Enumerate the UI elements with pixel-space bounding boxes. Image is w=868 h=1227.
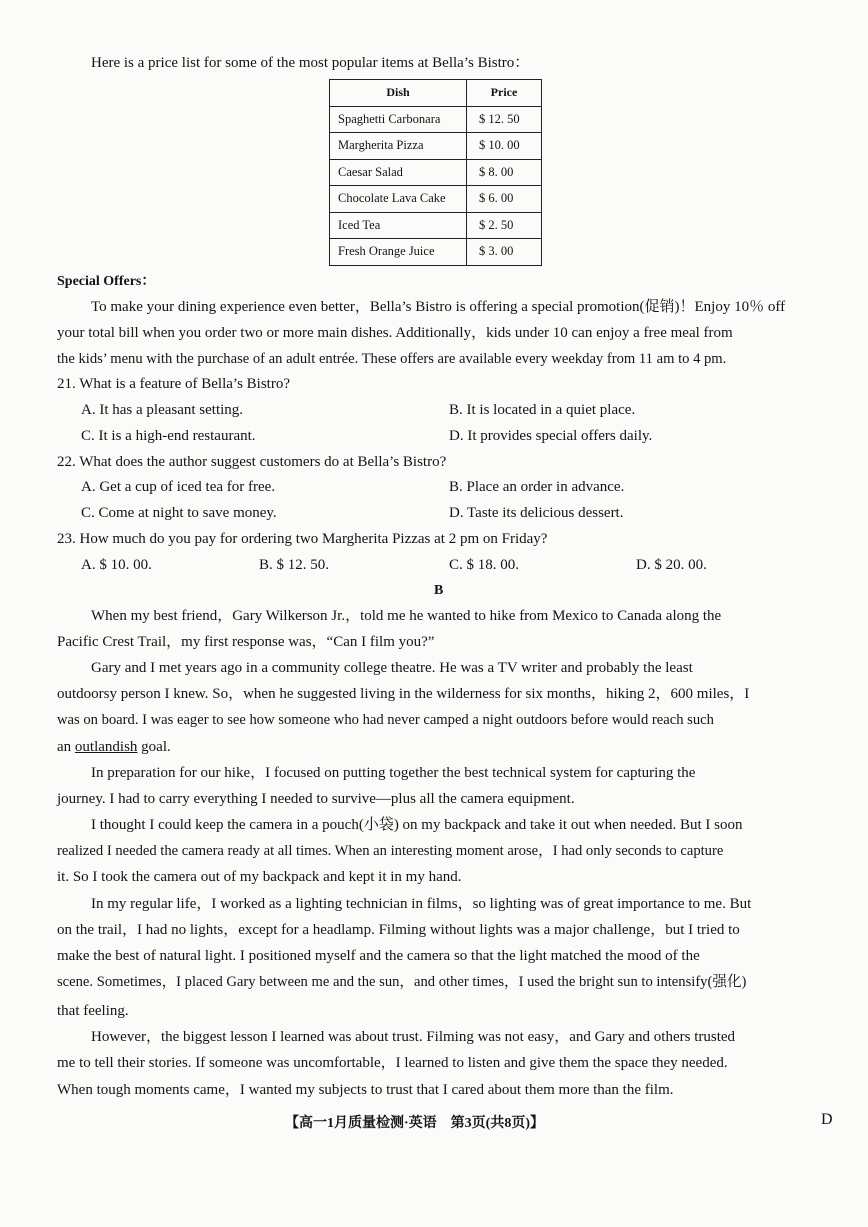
option-b: B. It is located in a quiet place.	[449, 402, 636, 418]
corner-mark: D	[821, 1111, 833, 1128]
header-price: Price	[467, 80, 542, 107]
passage-word: an	[57, 739, 72, 755]
passage-line: make the best of natural light. I positioned myself and the camera so that the light matched the mood of the	[57, 948, 700, 964]
special-offers-heading: Special Offers：	[57, 274, 156, 289]
option-c: C. $ 18. 00.	[449, 557, 520, 573]
passage-line: that feeling.	[57, 1003, 129, 1019]
page-footer: 【高一1月质量检测·英语 第3页(共8页)】	[285, 1116, 544, 1131]
passage-line: Gary and I met years ago in a community college theatre. He was a TV writer and probably the least	[91, 660, 693, 676]
section-b-heading: B	[434, 583, 444, 598]
price-cell: $ 10. 00	[467, 133, 542, 160]
passage-line: In my regular life，I worked as a lighting technician in films，so lighting was of great importance to me. But	[91, 896, 752, 912]
option-d: D. $ 20. 00.	[636, 557, 707, 573]
option-b: B. Place an order in advance.	[449, 479, 625, 495]
passage-line: scene. Sometimes，I placed Gary between me and the sun，and other times，I used the bright sun to intensify(强化)	[57, 974, 747, 990]
dish-cell: Margherita Pizza	[330, 133, 467, 160]
price-table	[329, 79, 542, 266]
passage-line: In preparation for our hike，I focused on putting together the best technical system for capturing the	[91, 765, 696, 781]
dish-cell: Iced Tea	[330, 212, 467, 239]
option-c: C. It is a high-end restaurant.	[81, 428, 256, 444]
price-cell: $ 12. 50	[467, 106, 542, 133]
table-row	[330, 212, 542, 239]
option-a: A. It has a pleasant setting.	[81, 402, 244, 418]
passage-line	[57, 737, 171, 757]
dish-cell: Chocolate Lava Cake	[330, 186, 467, 213]
price-cell: $ 6. 00	[467, 186, 542, 213]
passage-line: journey. I had to carry everything I needed to survive—plus all the camera equipment.	[57, 791, 575, 807]
special-offers-line: your total bill when you order two or more main dishes. Additionally，kids under 10 can enjoy a free meal from	[57, 325, 733, 341]
passage-line: Pacific Crest Trail，my first response was，“Can I film you?”	[57, 634, 435, 650]
passage-line: However，the biggest lesson I learned was about trust. Filming was not easy，and Gary and others trusted	[91, 1029, 736, 1045]
option-d: D. It provides special offers daily.	[449, 428, 653, 444]
question-stem: 22. What does the author suggest customers do at Bella’s Bistro?	[57, 454, 447, 470]
passage-line: When tough moments came，I wanted my subjects to trust that I cared about them more than the film.	[57, 1082, 674, 1098]
table-row	[330, 106, 542, 133]
table-row	[330, 133, 542, 160]
option-b: B. $ 12. 50.	[259, 557, 330, 573]
price-cell: $ 8. 00	[467, 159, 542, 186]
table-row	[330, 239, 542, 266]
passage-word: goal.	[141, 739, 171, 755]
option-a: A. $ 10. 00.	[81, 557, 152, 573]
dish-cell: Spaghetti Carbonara	[330, 106, 467, 133]
passage-line: was on board. I was eager to see how someone who had never camped a night outdoors before would reach such	[57, 712, 714, 728]
passage-line: realized I needed the camera ready at all times. When an interesting moment arose，I had only seconds to capture	[57, 843, 724, 859]
passage-line: on the trail，I had no lights，except for a headlamp. Filming without lights was a major challenge，but I tried to	[57, 922, 740, 938]
option-c: C. Come at night to save money.	[81, 505, 277, 521]
passage-line: outdoorsy person I knew. So，when he suggested living in the wilderness for six months，hiking 2，600 miles，I	[57, 686, 750, 702]
question-stem: 23. How much do you pay for ordering two Margherita Pizzas at 2 pm on Friday?	[57, 531, 548, 547]
special-offers-line: the kids’ menu with the purchase of an adult entrée. These offers are available every weekday from 11 am to 4 pm.	[57, 351, 727, 367]
table-header-row	[330, 80, 542, 107]
question-stem: 21. What is a feature of Bella’s Bistro?	[57, 376, 290, 392]
passage-line: it. So I took the camera out of my backpack and kept it in my hand.	[57, 869, 462, 885]
option-a: A. Get a cup of iced tea for free.	[81, 479, 276, 495]
price-cell: $ 2. 50	[467, 212, 542, 239]
header-dish: Dish	[330, 80, 467, 107]
intro-text: Here is a price list for some of the most popular items at Bella’s Bistro：	[91, 55, 530, 71]
passage-line: When my best friend，Gary Wilkerson Jr.，told me he wanted to hike from Mexico to Canada along the	[91, 608, 722, 624]
dish-cell: Caesar Salad	[330, 159, 467, 186]
special-offers-line: To make your dining experience even better，Bella’s Bistro is offering a special promotion(促销)！Enjoy 10％ off	[91, 299, 786, 315]
passage-line: me to tell their stories. If someone was uncomfortable，I learned to listen and give them the space they needed.	[57, 1055, 728, 1071]
passage-line: I thought I could keep the camera in a pouch(小袋) on my backpack and take it out when needed. But I soon	[91, 817, 743, 833]
table-row	[330, 186, 542, 213]
option-d: D. Taste its delicious dessert.	[449, 505, 624, 521]
table-row	[330, 159, 542, 186]
underlined-word: outlandish	[74, 739, 138, 755]
dish-cell: Fresh Orange Juice	[330, 239, 467, 266]
price-cell: $ 3. 00	[467, 239, 542, 266]
